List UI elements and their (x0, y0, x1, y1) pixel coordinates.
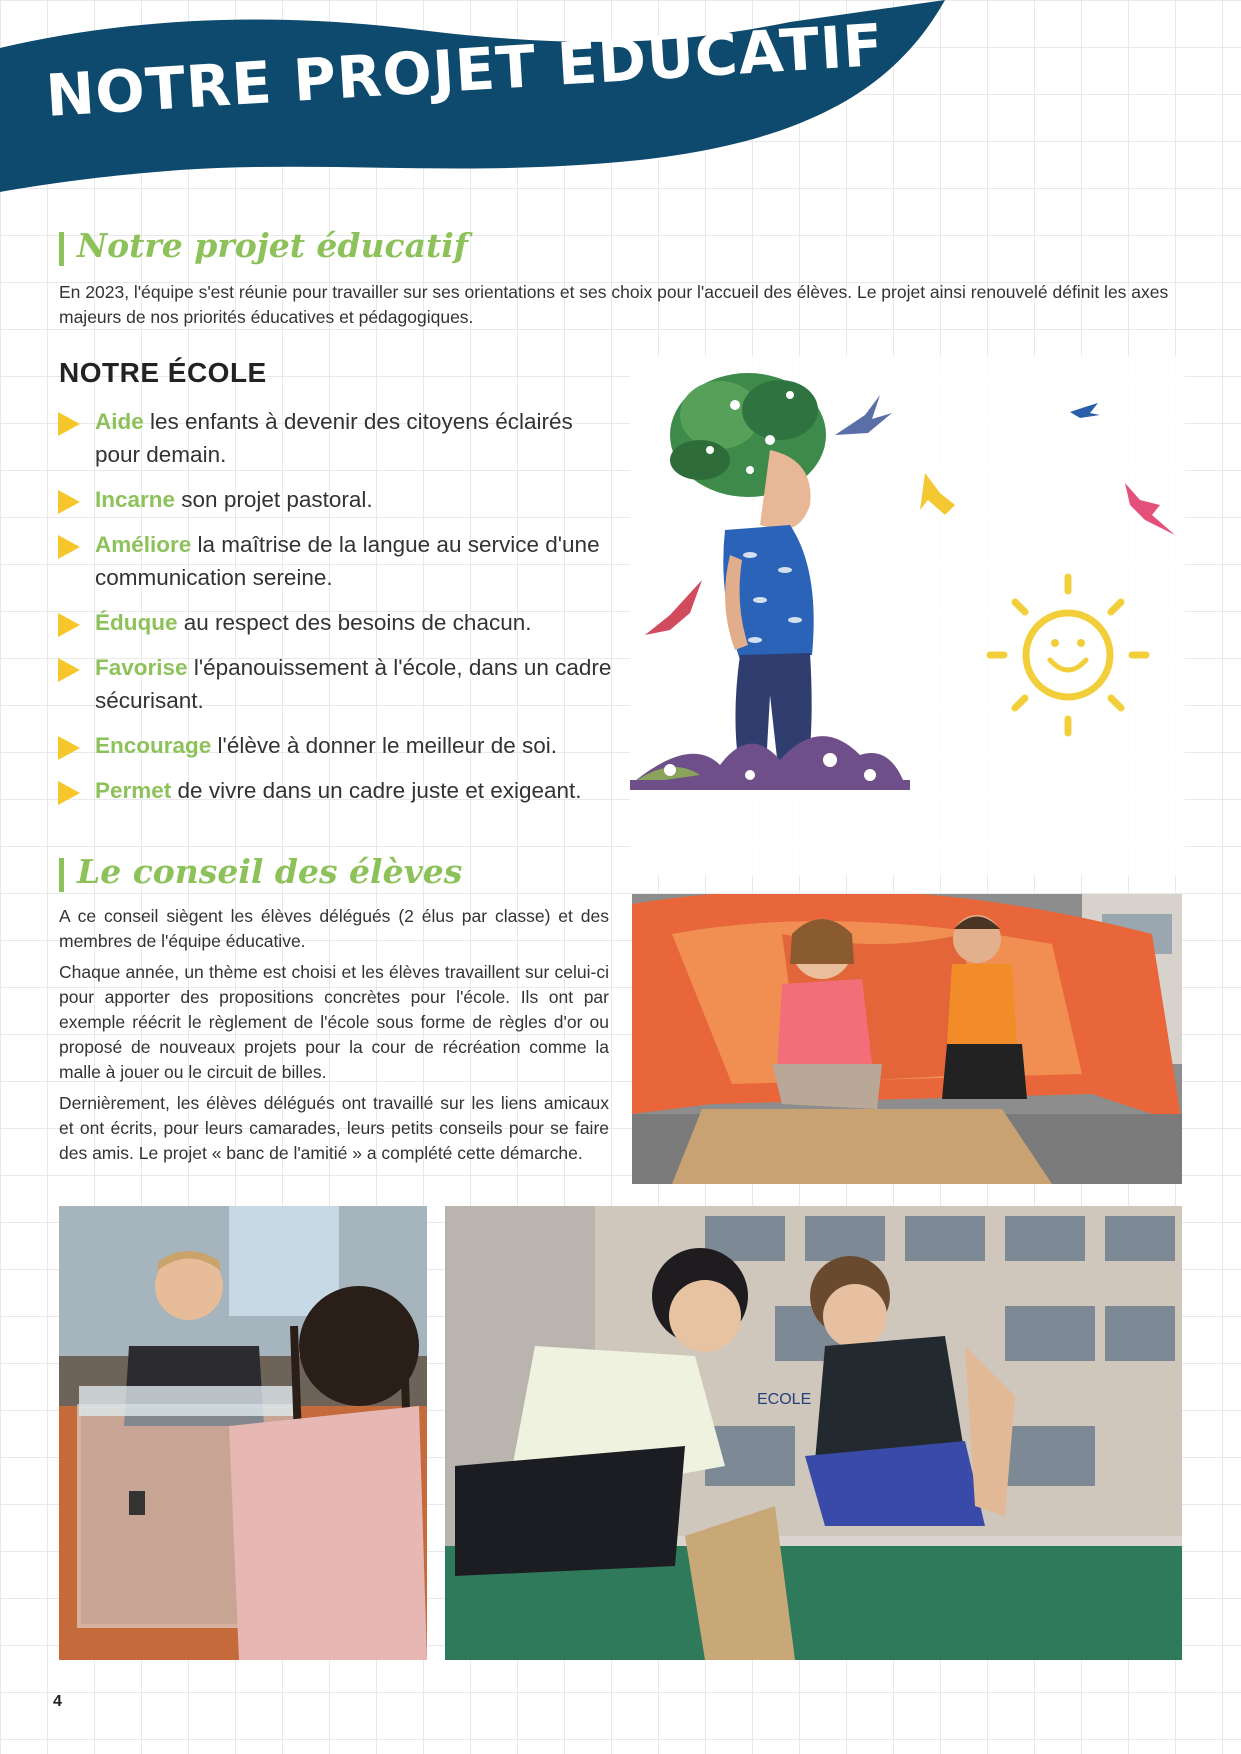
marbles-photo (445, 1206, 1182, 1660)
list-item (56, 606, 616, 639)
arrow-bullet-icon (58, 658, 80, 682)
ecole-list (56, 405, 616, 819)
arrow-bullet-icon (58, 490, 80, 514)
item-verb: Éduque (95, 610, 178, 635)
list-item (56, 405, 616, 471)
item-verb: Permet (95, 778, 172, 803)
list-item (56, 483, 616, 516)
boy-illustration (630, 355, 1185, 875)
header-banner (0, 0, 1000, 200)
arrow-bullet-icon (58, 736, 80, 760)
section-title-conseil: Le conseil des élèves (59, 852, 462, 891)
list-item (56, 729, 616, 762)
ballot-box-photo (59, 1206, 427, 1660)
arrow-bullet-icon (58, 781, 80, 805)
list-item (56, 651, 616, 717)
item-verb: Encourage (95, 733, 212, 758)
item-verb: Aide (95, 409, 144, 434)
arrow-bullet-icon (58, 535, 80, 559)
conseil-paragraph: Dernièrement, les élèves délégués ont travaillé sur les liens amicaux et ont écrits, pour leurs camarades, leurs petits conseils pour se faire des amis. Le projet « banc de l'amitié » a complété cette démarche. (59, 1093, 609, 1163)
section-title-projet: Notre projet éducatif (59, 226, 468, 265)
arrow-bullet-icon (58, 412, 80, 436)
item-verb: Améliore (95, 532, 192, 557)
item-text: son projet pastoral. (175, 487, 373, 512)
item-text: de vivre dans un cadre juste et exigeant. (171, 778, 582, 803)
conseil-text (59, 904, 609, 1172)
item-text: les enfants à devenir des citoyens éclairés pour demain. (95, 409, 573, 467)
item-text: la maîtrise de la langue au service d'une communication sereine. (95, 532, 600, 590)
ecole-heading: NOTRE ÉCOLE (59, 357, 267, 388)
conseil-paragraph: A ce conseil siègent les élèves délégués (2 élus par classe) et des membres de l'équipe éducative. (59, 906, 609, 951)
intro-paragraph: En 2023, l'équipe s'est réunie pour travailler sur ses orientations et ses choix pour l'accueil des élèves. Le projet ainsi renouvelé définit les axes majeurs de nos priorités éducatives et pédagogiques. (59, 282, 1169, 327)
item-verb: Incarne (95, 487, 176, 512)
item-text: l'épanouissement à l'école, dans un cadre sécurisant. (95, 655, 612, 713)
arrow-bullet-icon (58, 613, 80, 637)
list-item (56, 528, 616, 594)
item-text: au respect des besoins de chacun. (177, 610, 532, 635)
conseil-paragraph: Chaque année, un thème est choisi et les élèves travaillent sur celui-ci pour apporter des propositions concrètes pour l'école. Ils ont par exemple réécrit le règlement de l'école sous forme de règles d'or ou proposé de nouveaux projets pour la cour de récréation comme la malle à jouer ou le circuit de billes. (59, 962, 609, 1082)
tent-photo (632, 894, 1182, 1184)
page-number: 4 (53, 1693, 62, 1710)
list-item (56, 774, 616, 807)
item-verb: Favorise (95, 655, 188, 680)
school-sign: ECOLE (757, 1391, 812, 1408)
page-title: NOTRE PROJET ÉDUCATIF (43, 10, 886, 130)
item-text: l'élève à donner le meilleur de soi. (211, 733, 558, 758)
